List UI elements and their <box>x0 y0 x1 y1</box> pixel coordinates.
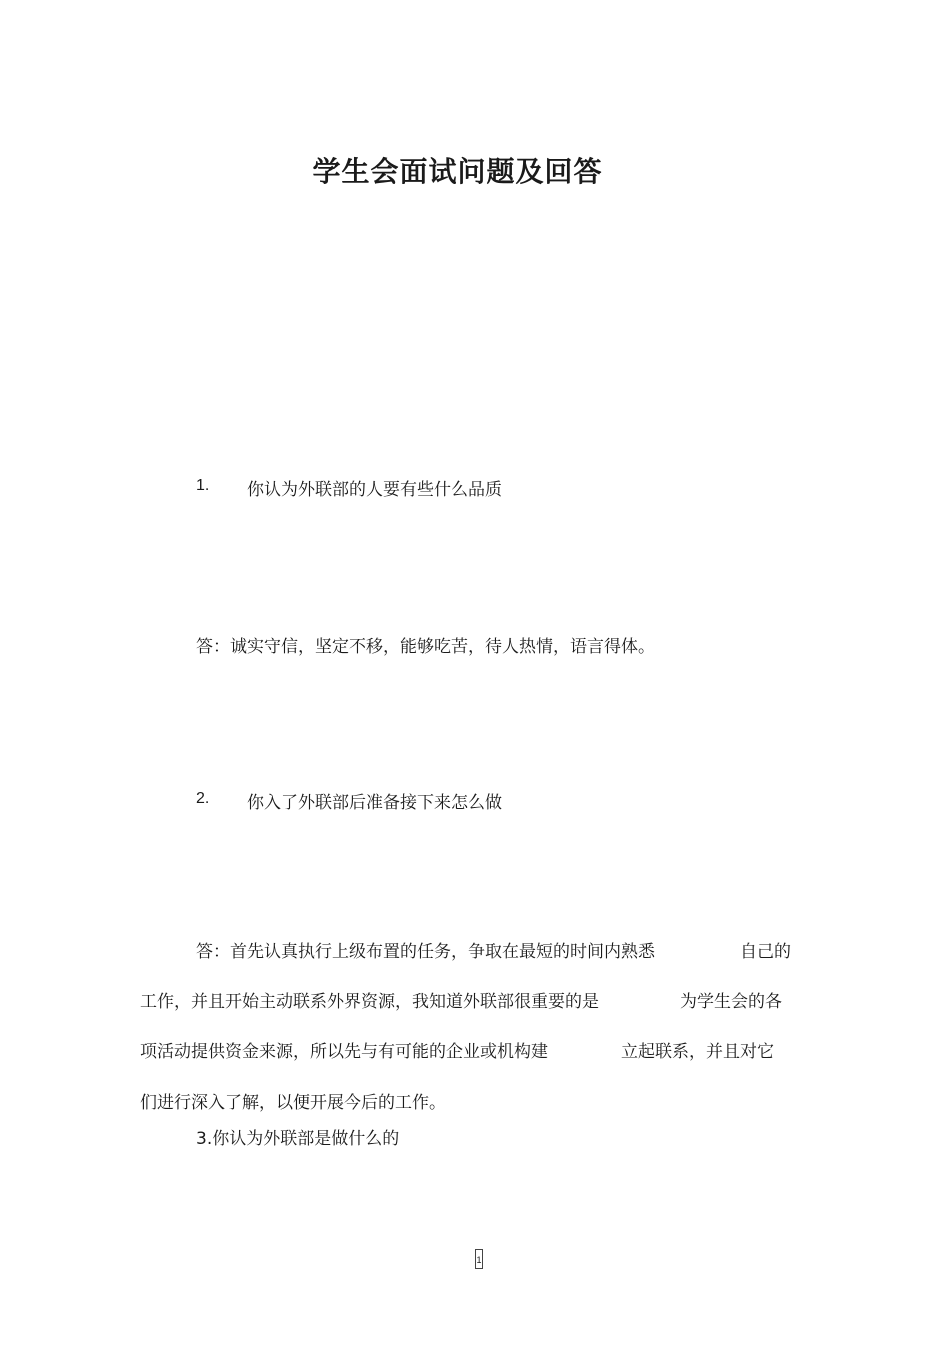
page-number: 1 <box>475 1249 483 1269</box>
answer-2-line-1a: 答：首先认真执行上级布置的任务，争取在最短的时间内熟悉 <box>196 942 655 962</box>
answer-2-line-3a: 项活动提供资金来源，所以先与有可能的企业或机构建 <box>140 1042 548 1062</box>
question-1-text: 你认为外联部的人要有些什么品质 <box>247 480 502 500</box>
question-2-number: 2. <box>196 790 210 807</box>
answer-2-line-2a: 工作，并且开始主动联系外界资源，我知道外联部很重要的是 <box>140 992 599 1012</box>
answer-2-line-3b: 立起联系，并且对它 <box>621 1042 774 1062</box>
answer-1: 答：诚实守信，坚定不移，能够吃苦，待人热情，语言得体。 <box>196 637 655 657</box>
answer-2-line-1b: 自己的 <box>740 942 791 962</box>
answer-2-line-2b: 为学生会的各 <box>680 992 782 1012</box>
document-title: 学生会面试问题及回答 <box>312 155 603 188</box>
question-3: 3.你认为外联部是做什么的 <box>196 1129 400 1149</box>
question-2-text: 你入了外联部后准备接下来怎么做 <box>247 793 502 813</box>
question-1-number: 1. <box>196 477 210 494</box>
answer-2-line-4: 们进行深入了解，以便开展今后的工作。 <box>140 1093 446 1113</box>
